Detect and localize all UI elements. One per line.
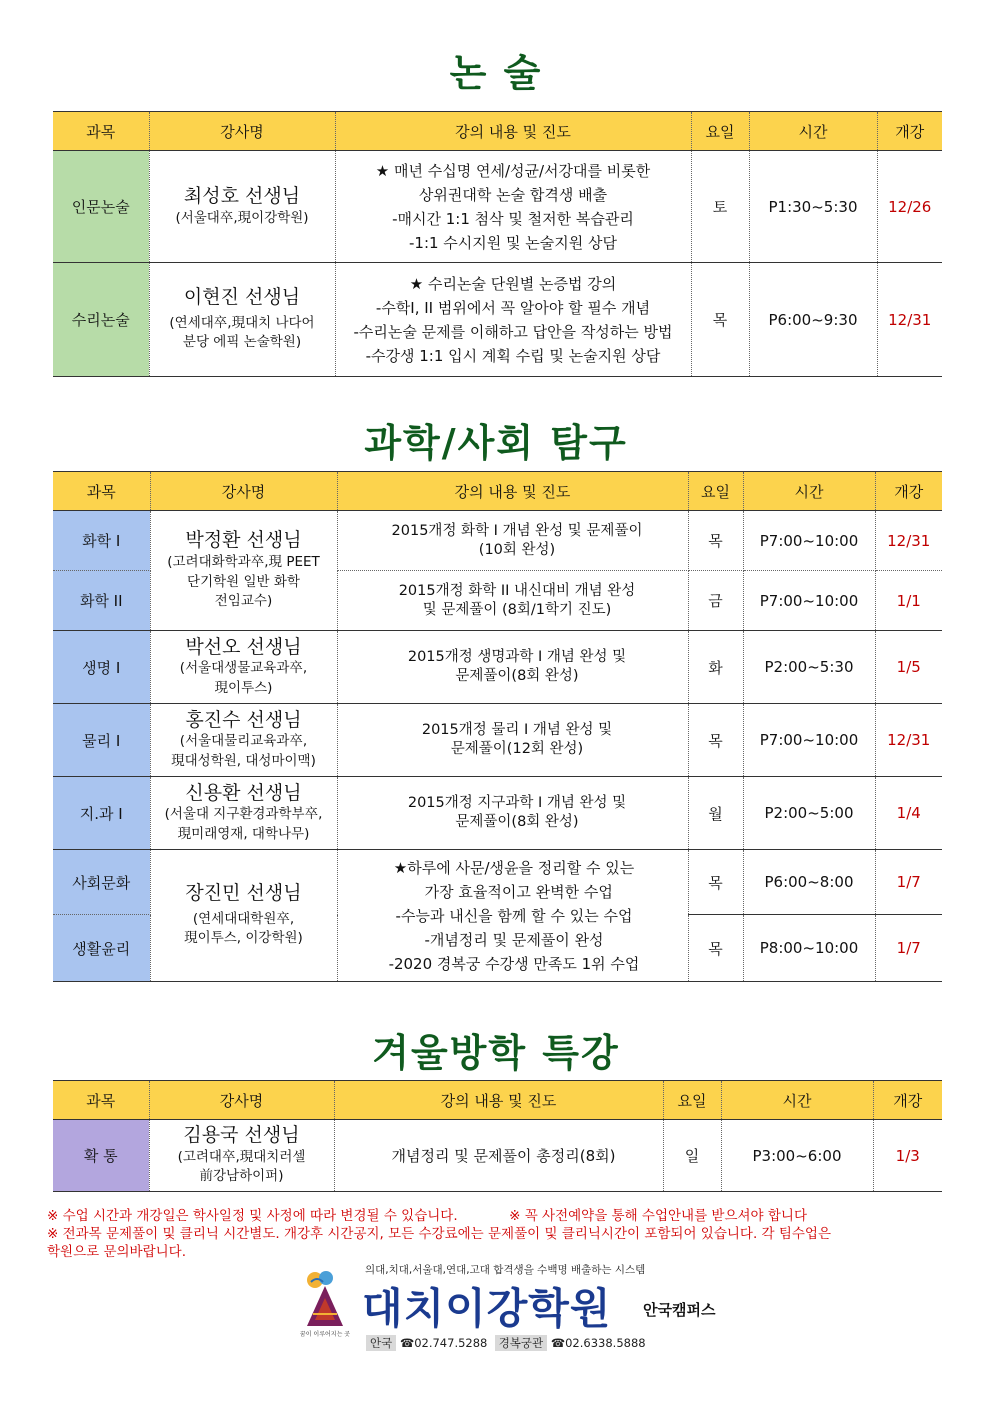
content-line: 가장 효율적이고 완벽한 수업 <box>415 882 613 901</box>
header-content: 강의 내용 및 진도 <box>334 1081 663 1120</box>
start-cell: 12/26 <box>877 151 942 263</box>
content-line: -개념정리 및 문제풀이 완성 <box>424 930 604 949</box>
content-line: -매시간 1:1 첨삭 및 철저한 복습관리 <box>392 209 634 228</box>
teacher-cell <box>149 1120 334 1192</box>
content-cell <box>335 263 691 377</box>
table-row <box>53 263 942 377</box>
academy-name: 대치이강학원 <box>362 1284 612 1333</box>
science-table <box>53 471 942 982</box>
location-label: 안국 <box>366 1335 396 1351</box>
table-row <box>53 1120 942 1192</box>
notice-text <box>47 1207 947 1261</box>
teacher-name: 최성호 선생님 <box>183 184 301 207</box>
time-cell: P7:00~10:00 <box>743 511 875 571</box>
header-start: 개강 <box>877 112 942 151</box>
content-line: 문제풀이(8회 완성) <box>455 668 579 684</box>
time-cell: P7:00~10:00 <box>743 704 875 777</box>
content-line: 2015개정 생명과학 I 개념 완성 및 <box>407 649 627 665</box>
content-cell <box>337 511 688 571</box>
time-cell: P6:00~8:00 <box>743 850 875 915</box>
day-cell: 목 <box>688 915 743 982</box>
content-cell <box>337 571 688 631</box>
content-cell <box>337 777 688 850</box>
header-day: 요일 <box>691 112 749 151</box>
start-cell: 1/7 <box>875 850 942 915</box>
header-time: 시간 <box>743 472 875 511</box>
academy-logo <box>290 1262 740 1357</box>
teacher-desc: 現미래영재, 대학나무) <box>177 825 310 842</box>
start-cell: 1/5 <box>875 631 942 704</box>
table-row <box>53 777 942 850</box>
teacher-desc: 전임교수) <box>214 593 273 610</box>
header-start: 개강 <box>873 1081 942 1120</box>
time-cell: P3:00~6:00 <box>721 1120 873 1192</box>
subject-cell: 화학 I <box>53 511 150 571</box>
header-subject: 과목 <box>53 472 150 511</box>
contact-info <box>366 1335 646 1351</box>
teacher-desc: (고려대화학과卒,現 PEET <box>167 554 320 571</box>
time-cell: P7:00~10:00 <box>743 571 875 631</box>
day-cell: 토 <box>691 151 749 263</box>
teacher-desc: 現이투스, 이강학원) <box>184 930 303 947</box>
emblem-caption: 꿈이 이루어지는 곳 <box>299 1331 351 1338</box>
teacher-name: 이현진 선생님 <box>183 286 301 309</box>
teacher-desc: 분당 에픽 논술학원) <box>182 334 302 351</box>
table-row <box>53 511 942 571</box>
teacher-name: 박정환 선생님 <box>185 529 302 552</box>
section-title-nonsul: 논 술 <box>449 51 543 95</box>
day-cell: 월 <box>688 777 743 850</box>
content-line: ★ 수리논술 단원별 논증법 강의 <box>409 274 617 293</box>
teacher-desc: (서울대생물교육과卒, <box>179 660 308 677</box>
campus-name: 안국캠퍼스 <box>643 1301 716 1319</box>
header-subject: 과목 <box>53 1081 149 1120</box>
start-cell: 12/31 <box>875 511 942 571</box>
teacher-name: 홍진수 선생님 <box>185 708 302 731</box>
content-line: ★ 매년 수십명 연세/성균/서강대를 비롯한 <box>375 161 651 180</box>
header-content: 강의 내용 및 진도 <box>337 472 688 511</box>
subject-cell: 화학 II <box>53 571 150 631</box>
subject-cell: 생활윤리 <box>53 915 150 982</box>
start-cell: 1/4 <box>875 777 942 850</box>
content-cell <box>335 151 691 263</box>
content-line: 상위권대학 논술 합격생 배출 <box>418 185 608 204</box>
start-cell: 1/7 <box>875 915 942 982</box>
content-line: 2015개정 지구과학 I 개념 완성 및 <box>407 795 627 811</box>
header-teacher: 강사명 <box>149 1081 334 1120</box>
subject-cell: 인문논술 <box>53 151 149 263</box>
content-cell <box>337 704 688 777</box>
time-cell: P2:00~5:00 <box>743 777 875 850</box>
notice-line: ※ 수업 시간과 개강일은 학사일정 및 사정에 따라 변경될 수 있습니다. ※ 꼭 사전예약을 통해 수업안내를 받으셔야 합니다 <box>47 1208 807 1224</box>
content-line: 문제풀이(12회 완성) <box>450 741 584 757</box>
header-subject: 과목 <box>53 112 149 151</box>
subject-cell: 확 통 <box>53 1120 149 1192</box>
notice-line: 학원으로 문의바랍니다. <box>47 1244 186 1260</box>
table-row <box>53 850 942 915</box>
start-cell: 12/31 <box>877 263 942 377</box>
teacher-desc: (연세대대학원卒, <box>192 910 295 927</box>
start-cell: 1/1 <box>875 571 942 631</box>
phone-number: ☎02.6338.5888 <box>550 1336 646 1350</box>
teacher-desc: (서울대물리교육과卒, <box>179 733 308 750</box>
content-line: ★하루에 사문/생윤을 정리할 수 있는 <box>393 858 635 877</box>
header-time: 시간 <box>721 1081 873 1120</box>
header-teacher: 강사명 <box>150 472 337 511</box>
content-line: -수능과 내신을 함께 할 수 있는 수업 <box>395 906 633 925</box>
content-line: 2015개정 화학 I 개념 완성 및 문제풀이 <box>391 522 643 539</box>
table-row <box>53 631 942 704</box>
content-cell <box>337 850 688 982</box>
start-cell: 1/3 <box>873 1120 942 1192</box>
subject-cell: 수리논술 <box>53 263 149 377</box>
teacher-name: 신용환 선생님 <box>185 781 302 804</box>
table-header-row <box>53 1081 942 1120</box>
teacher-desc: 단기학원 일반 화학 <box>187 573 300 590</box>
content-line: 문제풀이(8회 완성) <box>455 814 579 830</box>
teacher-cell <box>150 777 337 850</box>
location-label: 경복궁관 <box>495 1335 547 1351</box>
nonsul-table <box>53 111 942 377</box>
teacher-desc: 現대성학원, 대성마이맥) <box>171 752 316 769</box>
teacher-desc: 現이투스) <box>214 679 273 696</box>
day-cell: 목 <box>691 263 749 377</box>
time-cell: P1:30~5:30 <box>749 151 877 263</box>
content-line: -1:1 수시지원 및 논술지원 상담 <box>408 233 618 252</box>
logo-tagline: 의대,치대,서울대,연대,고대 합격생을 수백명 배출하는 시스템 <box>365 1264 646 1276</box>
day-cell: 화 <box>688 631 743 704</box>
table-row <box>53 151 942 263</box>
header-content: 강의 내용 및 진도 <box>335 112 691 151</box>
teacher-cell <box>150 704 337 777</box>
content-line: -수학I, II 범위에서 꼭 알아야 할 필수 개념 <box>375 298 651 317</box>
day-cell: 금 <box>688 571 743 631</box>
day-cell: 목 <box>688 704 743 777</box>
day-cell: 일 <box>663 1120 721 1192</box>
header-start: 개강 <box>875 472 942 511</box>
content-cell: 개념정리 및 문제풀이 총정리(8회) <box>334 1120 663 1192</box>
teacher-cell <box>150 850 337 982</box>
teacher-cell <box>150 631 337 704</box>
content-line: 및 문제풀이 (8회/1학기 진도) <box>422 601 612 618</box>
content-line: (10회 완성) <box>478 541 556 558</box>
section-title-science: 과학/사회 탐구 <box>364 421 628 465</box>
notice-line: ※ 전과목 문제풀이 및 클리닉 시간별도. 개강후 시간공지, 모든 수강료에는 문제풀이 및 클리닉시간이 포함되어 있습니다. 각 팀수업은 <box>47 1226 832 1242</box>
teacher-desc: (연세대卒,現대치 나다어 <box>169 314 315 331</box>
time-cell: P2:00~5:30 <box>743 631 875 704</box>
time-cell: P6:00~9:30 <box>749 263 877 377</box>
content-line: 2015개정 물리 I 개념 완성 및 <box>421 722 613 738</box>
content-line: -수강생 1:1 입시 계획 수립 및 논술지원 상담 <box>365 346 661 365</box>
table-row <box>53 704 942 777</box>
table-header-row <box>53 112 942 151</box>
phone-number: ☎02.747.5288 <box>399 1336 488 1350</box>
table-header-row <box>53 472 942 511</box>
teacher-name: 장진민 선생님 <box>185 882 302 905</box>
content-line: 2015개정 화학 II 내신대비 개념 완성 <box>398 582 636 599</box>
section-title-winter: 겨울방학 특강 <box>372 1031 620 1075</box>
subject-cell: 물리 I <box>53 704 150 777</box>
teacher-cell <box>150 511 337 631</box>
teacher-name: 박선오 선생님 <box>185 635 302 658</box>
header-teacher: 강사명 <box>149 112 335 151</box>
header-day: 요일 <box>663 1081 721 1120</box>
subject-cell: 지.과 I <box>53 777 150 850</box>
day-cell: 목 <box>688 850 743 915</box>
academy-emblem-icon <box>295 1268 355 1338</box>
start-cell: 12/31 <box>875 704 942 777</box>
teacher-name: 김용국 선생님 <box>183 1124 300 1147</box>
subject-cell: 생명 I <box>53 631 150 704</box>
content-line: -수리논술 문제를 이해하고 답안을 작성하는 방법 <box>353 322 673 341</box>
teacher-desc: (서울대卒,現이강학원) <box>175 209 309 226</box>
teacher-cell <box>149 263 335 377</box>
subject-cell: 사회문화 <box>53 850 150 915</box>
content-cell <box>337 631 688 704</box>
day-cell: 목 <box>688 511 743 571</box>
header-day: 요일 <box>688 472 743 511</box>
time-cell: P8:00~10:00 <box>743 915 875 982</box>
teacher-desc: 前강남하이퍼) <box>199 1168 284 1185</box>
teacher-desc: (서울대 지구환경과학부卒, <box>164 806 323 823</box>
teacher-cell <box>149 151 335 263</box>
header-time: 시간 <box>749 112 877 151</box>
winter-table <box>53 1080 942 1192</box>
teacher-desc: (고려대卒,現대치러셀 <box>177 1148 306 1165</box>
content-line: -2020 경복궁 수강생 만족도 1위 수업 <box>388 954 640 973</box>
